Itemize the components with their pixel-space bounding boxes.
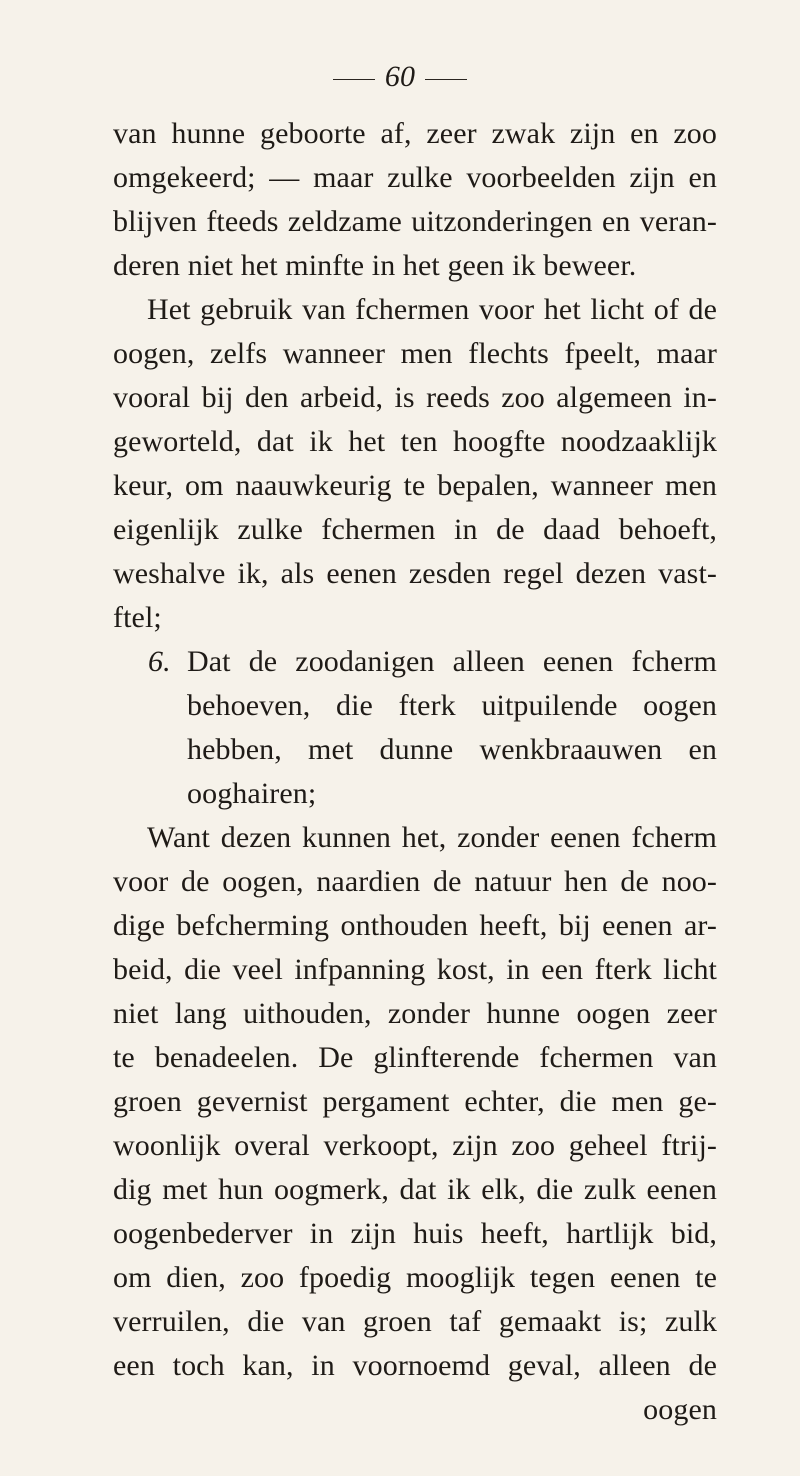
text-line: vooral bij den arbeid, is reeds zoo algemeen in- — [113, 381, 717, 414]
text-line: voor de oogen, naardien de natuur hen de noo- — [113, 865, 717, 898]
rule-number: 6. — [148, 645, 171, 678]
text-line: Het gebruik van fchermen voor het licht of de — [147, 293, 717, 326]
text-line: dig met hun oogmerk, dat ik elk, die zulk eenen — [113, 1173, 717, 1206]
text-line: deren niet het minfte in het geen ik beweer. — [113, 249, 637, 282]
text-line: blijven fteeds zeldzame uitzonderingen en veran- — [113, 205, 717, 238]
text-line: weshalve ik, als eenen zesden regel dezen vast- — [113, 557, 717, 590]
text-line: oogenbederver in zijn huis heeft, hartlijk bid, — [113, 1217, 717, 1250]
page-number: 60 — [384, 60, 416, 93]
text-line: oogen, zelfs wanneer men flechts fpeelt, maar — [113, 337, 717, 370]
rule-text-line: hebben, met dunne wenkbraauwen en — [187, 733, 717, 766]
text-line: niet lang uithouden, zonder hunne oogen zeer — [113, 997, 717, 1030]
text-line: een toch kan, in voornoemd geval, alleen de — [113, 1349, 717, 1382]
text-line: woonlijk overal verkoopt, zijn zoo geheel ftrij- — [113, 1129, 717, 1162]
text-line: dige befcherming onthouden heeft, bij eenen ar- — [113, 909, 717, 942]
text-line: verruilen, die van groen taf gemaakt is; zulk — [113, 1305, 717, 1338]
text-line: Want dezen kunnen het, zonder eenen fcherm — [147, 821, 717, 854]
rule-text-line: ooghairen; — [187, 777, 317, 810]
text-line: ftel; — [113, 601, 162, 634]
text-line: beid, die veel infpanning kost, in een fterk licht — [113, 953, 717, 986]
page-header — [0, 52, 800, 102]
text-line: te benadeelen. De glinfterende fchermen van — [113, 1041, 717, 1074]
catchword: oogen — [643, 1393, 717, 1426]
text-line: groen gevernist pergament echter, die men ge- — [113, 1085, 717, 1118]
text-line: eigenlijk zulke fchermen in de daad behoeft, — [113, 513, 717, 546]
text-line: omgekeerd; — maar zulke voorbeelden zijn en — [113, 161, 717, 194]
rule-text-line: Dat de zoodanigen alleen eenen fcherm — [187, 645, 717, 678]
text-line: geworteld, dat ik het ten hoogfte noodzaaklijk — [113, 425, 717, 458]
text-line: keur, om naauwkeurig te bepalen, wanneer men — [113, 469, 717, 502]
header-dash-right — [425, 79, 467, 80]
header-dash-left — [333, 79, 375, 80]
text-line: om dien, zoo fpoedig mooglijk tegen eenen te — [113, 1261, 717, 1294]
text-line: van hunne geboorte af, zeer zwak zijn en zoo — [113, 117, 717, 150]
rule-text-line: behoeven, die fterk uitpuilende oogen — [187, 689, 717, 722]
